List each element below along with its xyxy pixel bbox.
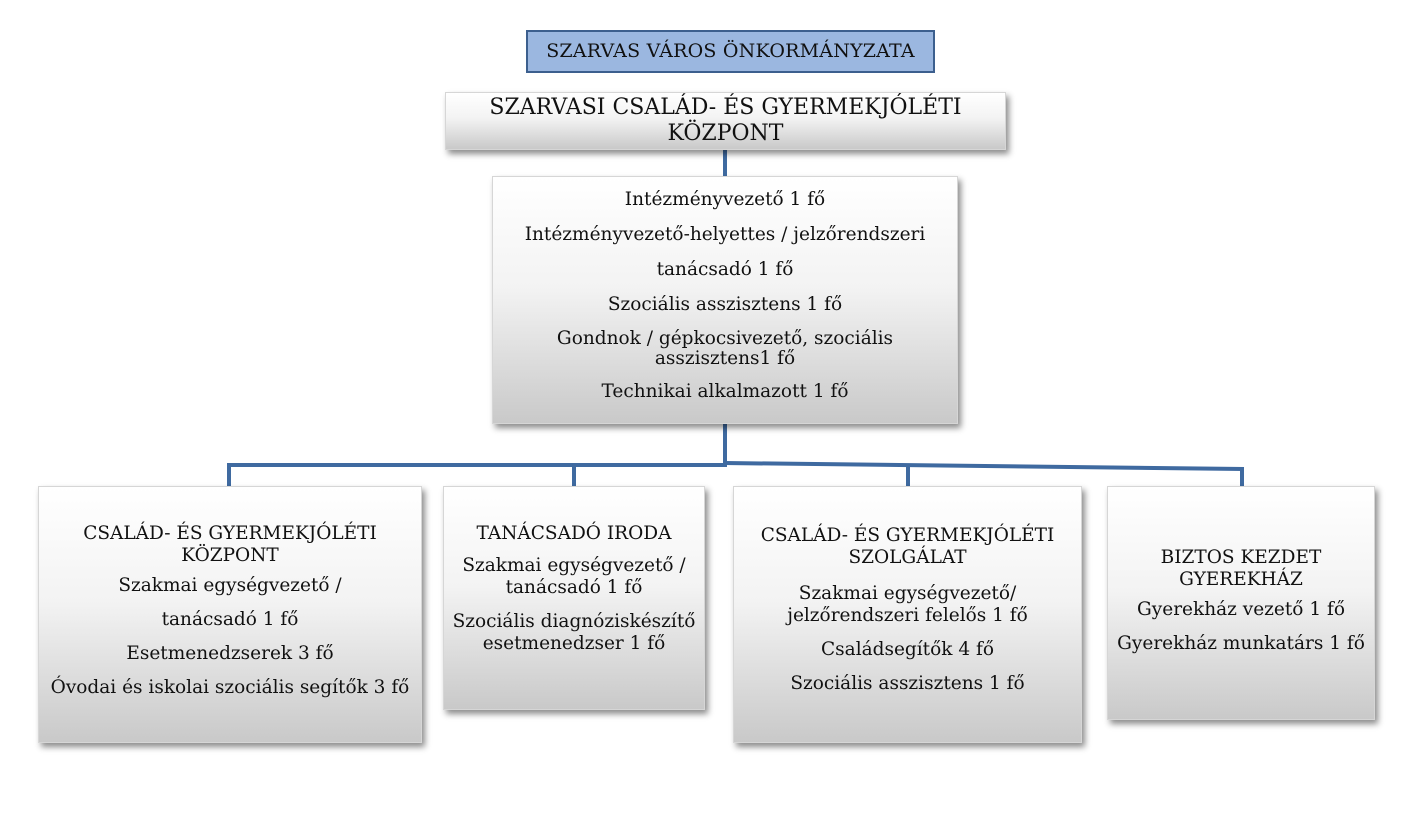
staff-line: asszisztens1 fő	[654, 348, 796, 369]
unit-staff-line: Szociális asszisztens 1 fő	[790, 673, 1025, 694]
unit-title-line: KÖZPONT	[181, 545, 279, 566]
staff-line: Szociális asszisztens 1 fő	[607, 294, 843, 315]
unit-title-line: CSALÁD- ÉS GYERMEKJÓLÉTI	[83, 523, 377, 544]
unit-staff-line: Óvodai és iskolai szociális segítők 3 fő	[50, 677, 410, 698]
municipality-box	[526, 30, 935, 73]
center-head-line-1: SZARVASI CSALÁD- ÉS GYERMEKJÓLÉTI	[489, 95, 962, 120]
staff-line: Gondnok / gépkocsivezető, szociális	[556, 328, 894, 349]
unit-box-family-service	[733, 486, 1082, 743]
unit-title-line: CSALÁD- ÉS GYERMEKJÓLÉTI	[760, 525, 1055, 546]
unit-staff-line: tanácsadó 1 fő	[161, 609, 299, 630]
unit-staff-line: Családsegítők 4 fő	[821, 639, 994, 660]
unit-staff-line: Szociális diagnóziskészítő	[452, 611, 696, 632]
unit-title-line: SZOLGÁLAT	[848, 547, 967, 568]
unit-staff-line: esetmenedzser 1 fő	[482, 633, 666, 654]
unit-staff-line: Esetmenedzserek 3 fő	[126, 643, 334, 664]
unit-staff-line: Szakmai egységvezető /	[118, 575, 342, 596]
staff-line: Intézményvezető-helyettes / jelzőrendszeri	[524, 224, 926, 245]
municipality-label: SZARVAS VÁROS ÖNKORMÁNYZATA	[546, 40, 915, 62]
unit-staff-line: jelzőrendszeri felelős 1 fő	[787, 605, 1028, 626]
unit-staff-line: tanácsadó 1 fő	[505, 577, 643, 598]
unit-staff-line: Szakmai egységvezető /	[462, 555, 686, 576]
staff-line: Intézményvezető 1 fő	[624, 189, 826, 210]
staff-line: Technikai alkalmazott 1 fő	[601, 381, 849, 402]
leadership-staff-box	[492, 176, 958, 424]
unit-staff-line: Gyerekház munkatárs 1 fő	[1117, 633, 1365, 654]
connector-bus-right	[725, 463, 1242, 469]
unit-title-line: TANÁCSADÓ IRODA	[476, 523, 672, 544]
staff-line: tanácsadó 1 fő	[656, 259, 794, 280]
unit-title-line: GYEREKHÁZ	[1179, 569, 1303, 590]
unit-box-family-center	[38, 486, 422, 743]
unit-staff-line: Szakmai egységvezető/	[798, 583, 1017, 604]
center-head-box	[445, 92, 1006, 150]
unit-box-sure-start-house	[1107, 486, 1375, 720]
center-head-line-2: KÖZPONT	[667, 121, 784, 146]
unit-box-counseling-office	[443, 486, 705, 710]
unit-staff-line: Gyerekház vezető 1 fő	[1137, 599, 1345, 620]
unit-title-line: BIZTOS KEZDET	[1160, 547, 1322, 568]
